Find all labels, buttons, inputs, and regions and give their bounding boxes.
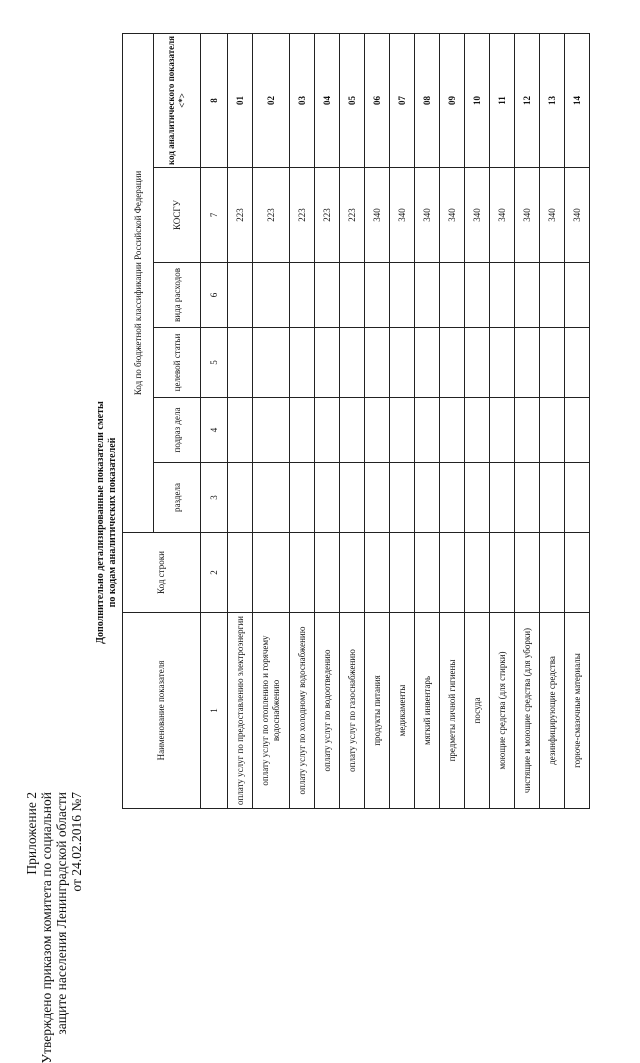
table-row	[540, 33, 565, 808]
row-name: медикаменты	[390, 613, 415, 809]
cell-podrazdela	[253, 398, 290, 463]
cell-celevoy	[253, 328, 290, 398]
row-code-cell	[515, 533, 540, 613]
approval-line: Утверждено приказом комитета по социальной	[39, 792, 54, 1063]
table-row	[415, 33, 440, 808]
row-analytic-code: 12	[515, 33, 540, 167]
row-analytic-code: 14	[565, 33, 590, 167]
approval-line: от 24.02.2016 №7	[69, 792, 84, 892]
column-number: 2	[201, 533, 228, 613]
cell-celevoy	[365, 328, 390, 398]
row-name: мягкий инвентарь	[415, 613, 440, 809]
cell-celevoy	[515, 328, 540, 398]
cell-vida	[228, 263, 253, 328]
cell-razdela	[340, 463, 365, 533]
header-razdela: раздела	[154, 463, 201, 533]
row-code-cell	[540, 533, 565, 613]
cell-vida	[290, 263, 315, 328]
row-kosgu: 223	[228, 168, 253, 263]
row-code-cell	[365, 533, 390, 613]
row-name: оплату услуг по водоотведению	[315, 613, 340, 809]
row-code-cell	[440, 533, 465, 613]
table-title-line: Дополнительно детализированные показатели сметы	[95, 401, 106, 644]
cell-vida	[515, 263, 540, 328]
row-code-cell	[315, 533, 340, 613]
row-code-cell	[415, 533, 440, 613]
cell-vida	[365, 263, 390, 328]
cell-razdela	[390, 463, 415, 533]
row-analytic-code: 04	[315, 33, 340, 167]
table-row	[315, 33, 340, 808]
cell-podrazdela	[228, 398, 253, 463]
row-code-cell	[253, 533, 290, 613]
cell-razdela	[490, 463, 515, 533]
row-name: дезинфицирующие средства	[540, 613, 565, 809]
cell-celevoy	[415, 328, 440, 398]
cell-celevoy	[315, 328, 340, 398]
table-row	[490, 33, 515, 808]
row-kosgu: 340	[440, 168, 465, 263]
cell-podrazdela	[315, 398, 340, 463]
row-name: продукты питания	[365, 613, 390, 809]
row-kosgu: 223	[315, 168, 340, 263]
header-row-code: Код строки	[123, 533, 201, 613]
cell-celevoy	[465, 328, 490, 398]
header-celevoy: целевой статьи	[154, 328, 201, 398]
cell-vida	[490, 263, 515, 328]
row-name: предметы личной гигиены	[440, 613, 465, 809]
cell-podrazdela	[365, 398, 390, 463]
table-row	[253, 33, 290, 808]
row-code-cell	[490, 533, 515, 613]
cell-vida	[253, 263, 290, 328]
cell-podrazdela	[290, 398, 315, 463]
table-row	[565, 33, 590, 808]
row-code-cell	[290, 533, 315, 613]
row-analytic-code: 09	[440, 33, 465, 167]
header-name: Наименование показателя	[123, 613, 201, 809]
cell-vida	[465, 263, 490, 328]
row-code-cell	[465, 533, 490, 613]
table-title-line: по кодам аналитических показателей	[107, 437, 118, 608]
cell-vida	[565, 263, 590, 328]
cell-celevoy	[540, 328, 565, 398]
row-name: оплату услуг по холодному водоснабжению	[290, 613, 315, 809]
cell-razdela	[565, 463, 590, 533]
cell-podrazdela	[390, 398, 415, 463]
cell-celevoy	[490, 328, 515, 398]
column-number: 8	[201, 33, 228, 167]
row-kosgu: 340	[565, 168, 590, 263]
row-name: посуда	[465, 613, 490, 809]
row-code-cell	[228, 533, 253, 613]
cell-razdela	[465, 463, 490, 533]
row-kosgu: 340	[390, 168, 415, 263]
cell-razdela	[290, 463, 315, 533]
column-number: 5	[201, 328, 228, 398]
cell-vida	[415, 263, 440, 328]
cell-celevoy	[440, 328, 465, 398]
column-number: 4	[201, 398, 228, 463]
table-row	[228, 33, 253, 808]
cell-podrazdela	[340, 398, 365, 463]
cell-celevoy	[340, 328, 365, 398]
cell-podrazdela	[540, 398, 565, 463]
table-row	[290, 33, 315, 808]
row-name: оплату услуг по предоставлению электроэнергии	[228, 613, 253, 809]
cell-vida	[315, 263, 340, 328]
cell-vida	[440, 263, 465, 328]
cell-celevoy	[290, 328, 315, 398]
table-row	[365, 33, 390, 808]
row-kosgu: 223	[340, 168, 365, 263]
cell-celevoy	[565, 328, 590, 398]
table-row	[390, 33, 415, 808]
row-kosgu: 340	[490, 168, 515, 263]
row-analytic-code: 11	[490, 33, 515, 167]
row-analytic-code: 05	[340, 33, 365, 167]
row-kosgu: 340	[540, 168, 565, 263]
cell-vida	[540, 263, 565, 328]
row-analytic-code: 10	[465, 33, 490, 167]
header-budget-classification: Код по бюджетной классификации Российской Федерации	[123, 33, 154, 532]
column-number: 3	[201, 463, 228, 533]
table-row	[465, 33, 490, 808]
cell-podrazdela	[415, 398, 440, 463]
cell-razdela	[365, 463, 390, 533]
row-analytic-code: 08	[415, 33, 440, 167]
row-kosgu: 223	[253, 168, 290, 263]
row-kosgu: 223	[290, 168, 315, 263]
row-kosgu: 340	[365, 168, 390, 263]
cell-razdela	[315, 463, 340, 533]
approval-line: защите населения Ленинградской области	[54, 792, 69, 1035]
cell-razdela	[228, 463, 253, 533]
row-kosgu: 340	[515, 168, 540, 263]
column-number: 1	[201, 613, 228, 809]
column-number: 6	[201, 263, 228, 328]
cell-podrazdela	[515, 398, 540, 463]
report-table	[122, 33, 590, 809]
row-code-cell	[565, 533, 590, 613]
cell-podrazdela	[565, 398, 590, 463]
header-analytic-code: код аналитического показателя <*>	[154, 33, 201, 167]
row-kosgu: 340	[415, 168, 440, 263]
row-analytic-code: 13	[540, 33, 565, 167]
table-row	[440, 33, 465, 808]
header-podrazdela: подраз дела	[154, 398, 201, 463]
cell-podrazdela	[490, 398, 515, 463]
cell-vida	[390, 263, 415, 328]
row-analytic-code: 02	[253, 33, 290, 167]
cell-razdela	[253, 463, 290, 533]
cell-razdela	[440, 463, 465, 533]
row-analytic-code: 06	[365, 33, 390, 167]
row-name: оплату услуг по газоснабжению	[340, 613, 365, 809]
cell-razdela	[415, 463, 440, 533]
approval-line: Приложение 2	[24, 792, 39, 875]
row-name: чистящие и моющие средства (для уборки)	[515, 613, 540, 809]
row-code-cell	[340, 533, 365, 613]
row-analytic-code: 07	[390, 33, 415, 167]
header-vida: вида расходов	[154, 263, 201, 328]
header-kosgu: КОСГУ	[154, 168, 201, 263]
column-number: 7	[201, 168, 228, 263]
cell-celevoy	[390, 328, 415, 398]
cell-podrazdela	[440, 398, 465, 463]
row-analytic-code: 01	[228, 33, 253, 167]
row-code-cell	[390, 533, 415, 613]
cell-vida	[340, 263, 365, 328]
table-row	[515, 33, 540, 808]
row-name: горюче-смазочные материалы	[565, 613, 590, 809]
cell-razdela	[540, 463, 565, 533]
cell-celevoy	[228, 328, 253, 398]
row-name: моющие средства (для стирки)	[490, 613, 515, 809]
row-name: оплату услуг по отоплению и горячему водоснабжению	[253, 613, 290, 809]
table-title	[95, 0, 119, 905]
cell-razdela	[515, 463, 540, 533]
table-row	[340, 33, 365, 808]
row-kosgu: 340	[465, 168, 490, 263]
row-analytic-code: 03	[290, 33, 315, 167]
cell-podrazdela	[465, 398, 490, 463]
